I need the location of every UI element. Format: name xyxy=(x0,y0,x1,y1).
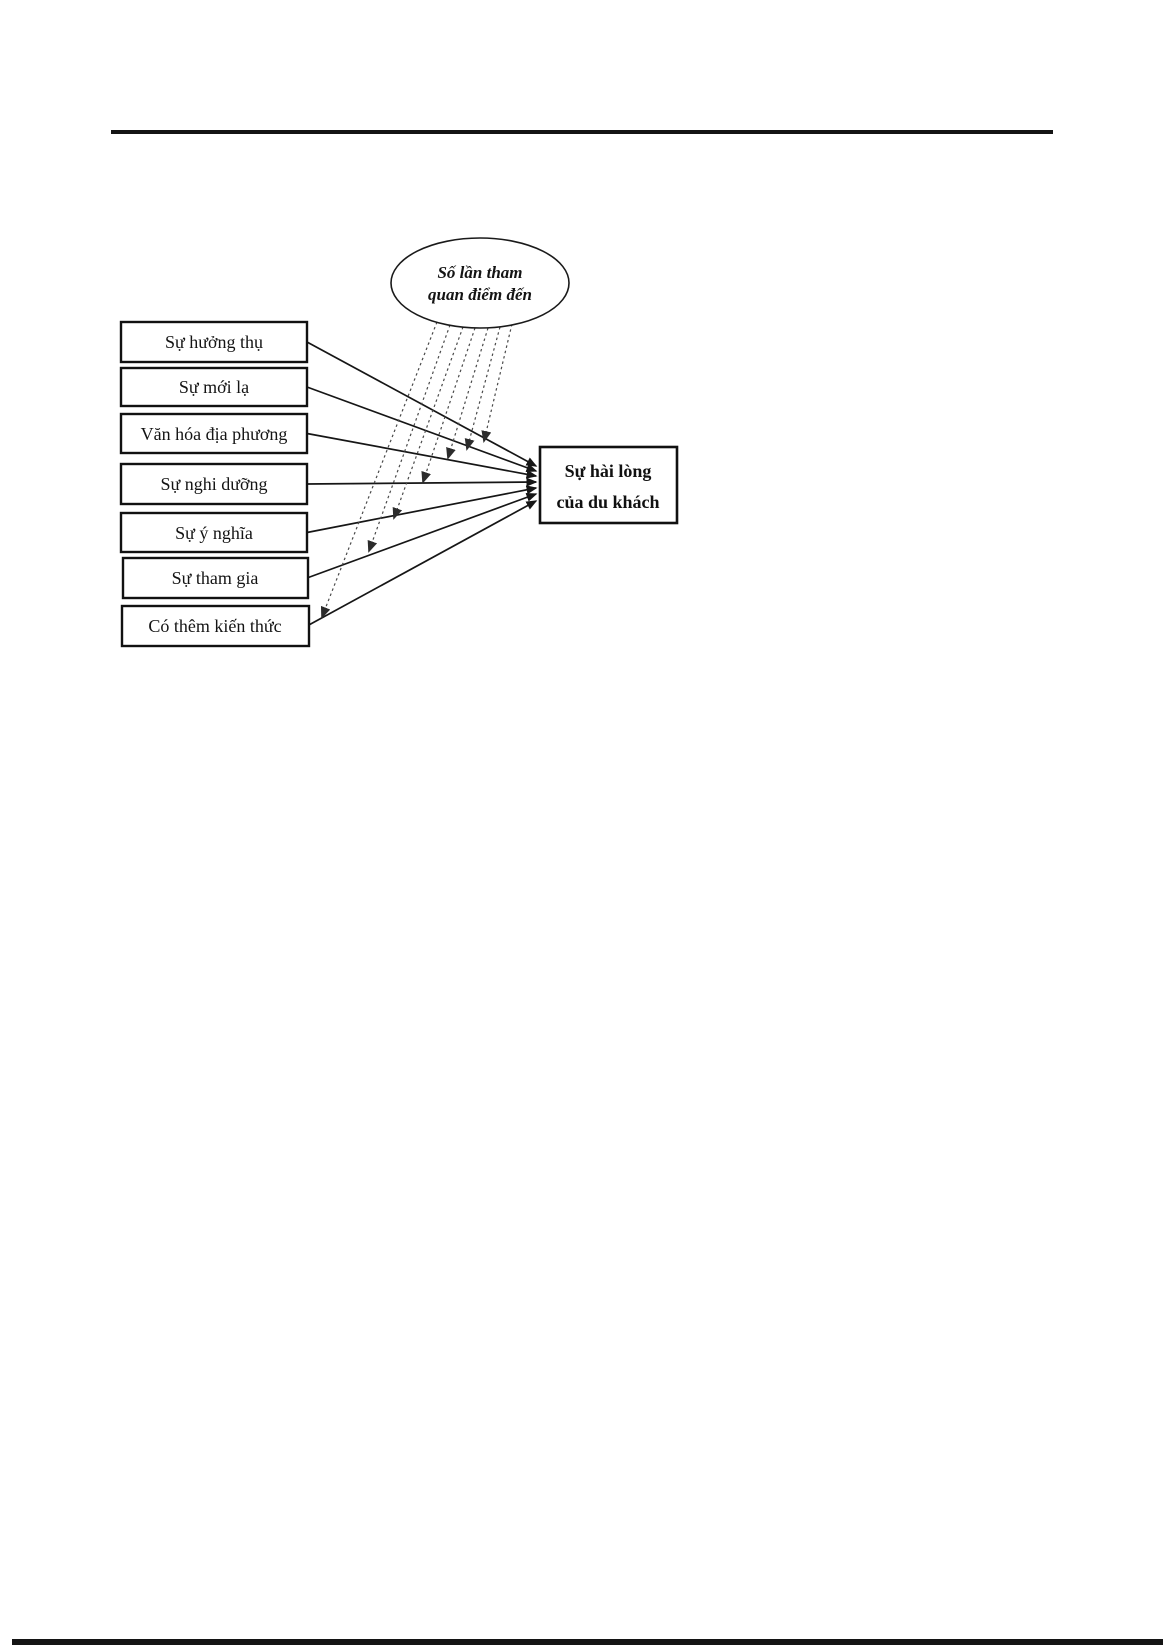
moderator-ellipse xyxy=(391,238,569,328)
moderator-label-line-1: Số lần tham xyxy=(437,263,523,282)
factor-arrow-6 xyxy=(307,494,536,578)
outcome-box xyxy=(540,447,677,523)
factor-box-1 xyxy=(121,322,307,362)
moderation-arrow-4 xyxy=(423,328,475,482)
factor-box-5 xyxy=(121,513,307,552)
factor-arrow-3 xyxy=(307,434,536,477)
outcome-label-line-1: Sự hài lòng xyxy=(564,461,652,481)
factor-label-4: Sự nghi dưỡng xyxy=(160,474,268,494)
outcome-label-line-2: của du khách xyxy=(556,492,660,512)
factor-box-3 xyxy=(121,414,307,453)
factor-box-2 xyxy=(121,368,307,406)
factor-box-4 xyxy=(121,464,307,504)
factor-arrow-2 xyxy=(307,387,536,471)
factor-label-6: Sự tham gia xyxy=(171,568,259,588)
moderator-label-line-2: quan điểm đến xyxy=(428,285,532,304)
factor-label-3: Văn hóa địa phương xyxy=(140,424,288,444)
moderation-arrow-7 xyxy=(322,322,437,617)
factor-arrow-5 xyxy=(307,488,536,533)
factor-box-6 xyxy=(123,558,308,598)
factor-arrow-7 xyxy=(307,501,536,626)
factor-label-2: Sự mới lạ xyxy=(178,377,250,397)
factor-arrow-4 xyxy=(307,482,536,484)
bottom-scan-bar xyxy=(12,1639,1163,1645)
factor-label-1: Sự hưởng thụ xyxy=(164,332,264,352)
factor-label-5: Sự ý nghĩa xyxy=(175,523,253,543)
factor-label-7: Có thêm kiến thức xyxy=(148,616,282,636)
moderation-arrow-1 xyxy=(484,324,512,441)
factor-box-7 xyxy=(122,606,309,646)
